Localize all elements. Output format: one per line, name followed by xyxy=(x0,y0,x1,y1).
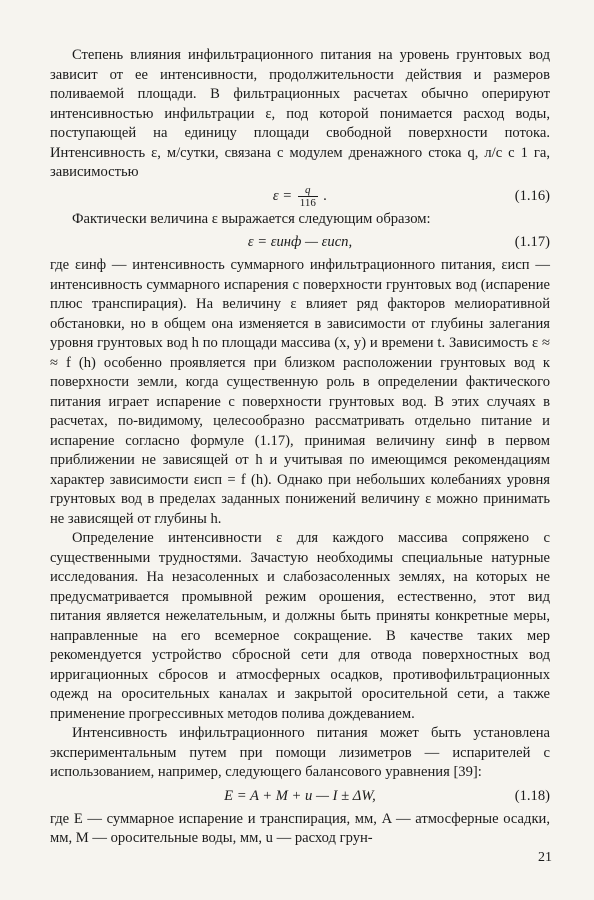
equation-1-17-expression: ε = εинф — εисп, xyxy=(247,234,353,250)
paragraph-actual-value: Фактически величина ε выражается следующим образом: xyxy=(72,210,431,227)
body-text xyxy=(50,46,550,849)
paragraph-balance-terms: где E — суммарное испарение и транспирация, мм, A — атмосферные осадки, мм, M — оросительные воды, мм, u — расход грун- xyxy=(50,810,550,846)
equation-1-18-label: (1.18) xyxy=(514,787,550,804)
paragraph-lysimeters: Интенсивность инфильтрационного питания может быть установлена экспериментальным путем при помощи лизиметров — испарителей с использованием, например, следующего балансового уравнения [39]: xyxy=(50,725,550,780)
paragraph-determination-difficulties: Определение интенсивности ε для каждого массива сопряжено с существенными трудностями. Зачастую необходимы специальные натурные исследования. На незасоленных и слабозасоленных землях, на которых не предусматривается промывной режим орошения, естественно, этот вид питания является нежелательным, и должны быть приняты конкретные меры, направленные на его всемерное сокращение. В качестве таких мер рекомендуется устройство сбросной сети для отвода поверхностных вод ирригационных сбросов и атмосферных осадков, противофильтрационных одежд на оросительных каналах и закрытой оросительной сети, а также применение прогрессивных методов полива дождеванием. xyxy=(50,530,550,722)
equation-1-16-label: (1.16) xyxy=(514,187,550,204)
fraction-denominator: 116 xyxy=(299,196,316,209)
equation-1-16-tail: . xyxy=(319,187,328,204)
equation-1-18 xyxy=(50,783,550,810)
equation-1-16 xyxy=(50,183,550,210)
equation-1-17-label: (1.17) xyxy=(514,234,550,250)
equation-1-16-lhs: ε = xyxy=(272,187,296,204)
equation-1-18-expression: E = A + M + u — I ± ΔW, xyxy=(224,787,376,804)
equation-1-16-expression xyxy=(273,183,327,210)
fraction-numerator: q xyxy=(298,184,318,197)
page-number: 21 xyxy=(538,850,552,865)
paragraph-where-definitions: где εинф — интенсивность суммарного инфильтрационного питания, εисп — интенсивность суммарного испарения с поверхности грунтовых вод (испарение плюс транспирация). На величину ε влияет ряд факторов мелиоративной обстановки, но в общем она изменяется в зависимости от глубины залегания уровня грунтовых вод h по площади массива (x, y) и времени t. Зависимость ε ≈ ≈ f (h) особенно проявляется при близком расположении грунтовых вод к поверхности земли, когда существенную роль в определении фактического питания играет испарение с поверхности грунтовых вод. В этих случаях в расчетах, по-видимому, целесообразно рассматривать отдельно питание и испарение согласно формуле (1.17), принимая величину εинф в первом приближении не зависящей от h и учитывая по имеющимся рекомендациям характер зависимости εисп = f (h). Однако при небольших колебаниях уровня грунтовых вод в пределах заданных понижений величину ε можно принимать не зависящей от глубины h. xyxy=(50,257,550,527)
paragraph-infiltration-intensity: Степень влияния инфильтрационного питания на уровень грунтовых вод зависит от ее интенсивности, продолжительности действия и размеров поливаемой площади. В фильтрационных расчетах обычно оперируют интенсивностью инфильтрации ε, под которой понимается расход воды, поступающей на единицу площади свободной поверхности потока. Интенсивность ε, м/сутки, связана с модулем дренажного стока q, л/с с 1 га, зависимостью xyxy=(50,47,550,180)
equation-1-16-fraction xyxy=(298,184,318,209)
equation-1-17 xyxy=(50,229,550,256)
